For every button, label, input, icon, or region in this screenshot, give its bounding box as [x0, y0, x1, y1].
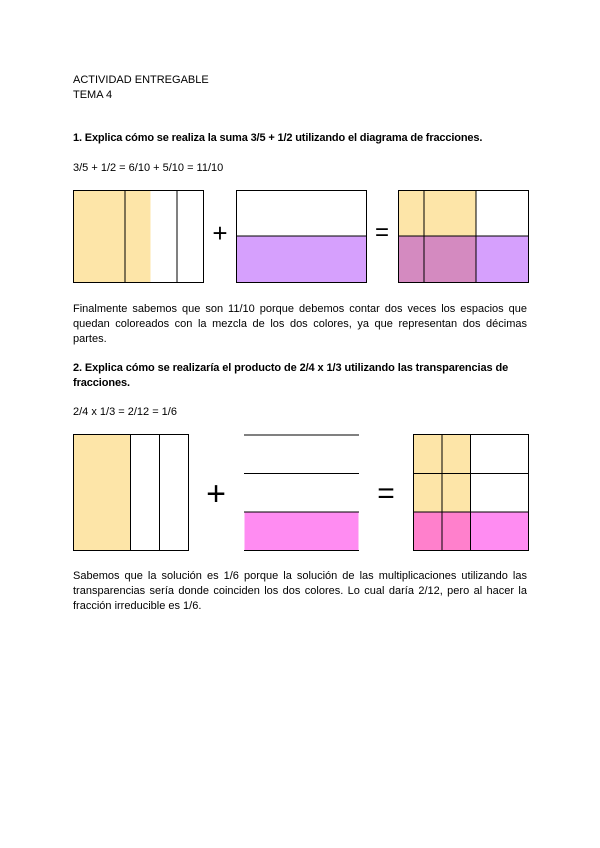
fraction-diagram-3-5: [73, 190, 205, 284]
question-1-explanation: Finalmente sabemos que son 11/10 porque debemos contar dos veces los espacios que quedan coloreados con la mezcla de los dos colores, ya que representan dos décimas partes.: [73, 303, 527, 345]
fraction-diagram-2-4: [73, 434, 190, 552]
header-line-1: ACTIVIDAD ENTREGABLE: [73, 74, 209, 86]
diagram-2-4-shaded-area: [74, 435, 131, 551]
fraction-diagram-1-2: [236, 190, 368, 284]
plus-sign-1: +: [212, 218, 228, 248]
result-1-yellow-area: [399, 191, 477, 237]
fraction-diagram-1-3: [244, 434, 360, 552]
question-1-title: 1. Explica cómo se realiza la suma 3/5 + 1/2 utilizando el diagrama de fracciones.: [73, 132, 483, 144]
equals-sign-1: =: [374, 219, 389, 246]
result-2-pink-area: [471, 512, 529, 551]
result-1-mixed-area: [399, 236, 477, 283]
plus-sign-2: +: [206, 475, 226, 513]
equals-sign-2: =: [377, 477, 395, 510]
diagram-1-2-shaded-area: [237, 236, 367, 283]
fraction-diagram-result-2: [413, 434, 530, 552]
question-1-equation: 3/5 + 1/2 = 6/10 + 5/10 = 11/10: [73, 162, 224, 174]
question-2-explanation: Sabemos que la solución es 1/6 porque la solución de las multiplicaciones utilizando las transparencias sería donde coinciden los dos colores. Lo cual daría 2/12, pero al hacer la fracción irreducible es 1/6.: [73, 570, 527, 612]
diagram-3-5-shaded-area: [74, 191, 151, 283]
question-2-title: 2. Explica cómo se realizaría el producto de 2/4 x 1/3 utilizando las transparencias de fracciones.: [73, 362, 509, 389]
diagram-1-3-shaded-area: [245, 512, 359, 551]
fraction-diagram-result-1: [398, 190, 530, 284]
header-line-2: TEMA 4: [73, 89, 113, 101]
question-2-equation: 2/4 x 1/3 = 2/12 = 1/6: [73, 406, 177, 418]
result-1-purple-area: [476, 236, 529, 283]
